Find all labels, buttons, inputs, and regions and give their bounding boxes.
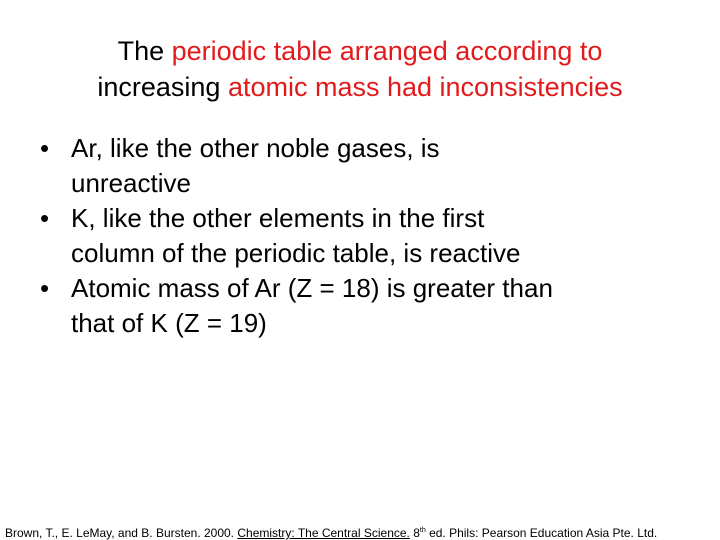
title-line-2 <box>0 69 720 105</box>
bullet-text: Ar, like the other noble gases, is <box>71 133 440 163</box>
title-line-1 <box>0 33 720 69</box>
citation <box>5 524 720 540</box>
title-highlight-text: atomic mass had inconsistencies <box>227 72 623 102</box>
slide-title <box>0 33 720 105</box>
title-text: The <box>117 36 172 66</box>
bullet-text: unreactive <box>71 168 191 198</box>
bullet-text: K, like the other elements in the first <box>71 203 485 233</box>
bullet-text: Atomic mass of Ar (Z = 18) is greater than <box>71 273 553 303</box>
bullet-item <box>40 271 690 341</box>
bullet-item <box>40 131 690 201</box>
bullet-text: that of K (Z = 19) <box>71 308 267 338</box>
bullet-list <box>40 131 690 341</box>
bullet-marker: • <box>40 203 50 233</box>
bullet-marker: • <box>40 273 50 303</box>
bullet-marker: • <box>40 133 50 163</box>
title-highlight-text: periodic table arranged according to <box>171 36 603 66</box>
citation-publisher: ed. Phils: Pearson Education Asia Pte. Ltd. <box>425 526 658 540</box>
bullet-text: column of the periodic table, is reactive <box>71 238 521 268</box>
citation-book-title: Chemistry: The Central Science. <box>237 526 410 540</box>
title-text: increasing <box>97 72 228 102</box>
citation-authors: Brown, T., E. LeMay, and B. Bursten. 2000. <box>5 526 238 540</box>
bullet-item <box>40 201 690 271</box>
citation-edition-number: 8 <box>409 526 420 540</box>
citation-edition-suffix: th <box>419 527 426 534</box>
